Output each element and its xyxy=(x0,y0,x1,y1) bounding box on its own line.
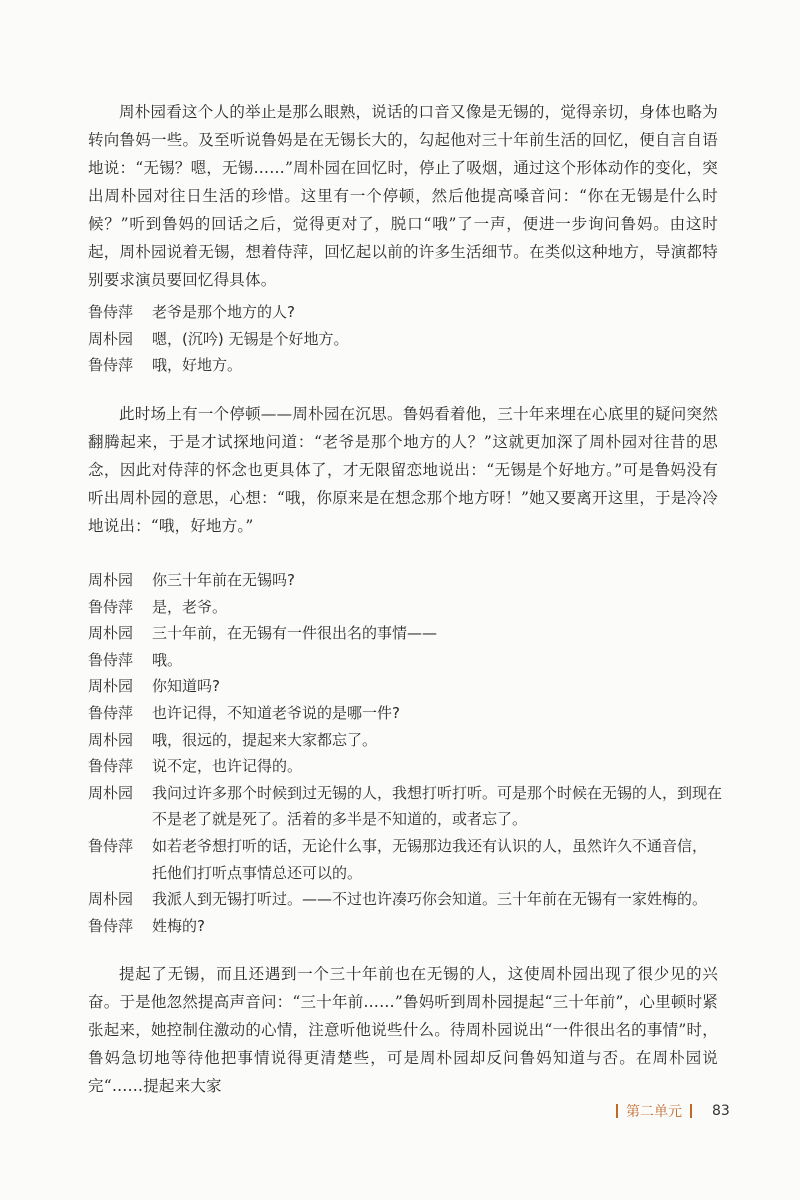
dialogue-line xyxy=(88,833,728,886)
line-text: 是，老爷。 xyxy=(152,597,228,616)
dialogue-block-1 xyxy=(88,299,728,379)
speaker-name: 鲁侍萍 xyxy=(88,836,134,855)
dialogue-line xyxy=(88,352,728,379)
paragraph-commentary-3: 提起了无锡，而且还遇到一个三十年前也在无锡的人，这使周朴园出现了很少见的兴奋。于是他忽然提高声音问：“三十年前……”鲁妈听到周朴园提起“三十年前”，心里顿时紧张起来，她控制住激动的心情，注意听他说些什么。待周朴园说出“一件很出名的事情”时，鲁妈急切地等待他把事情说得更清楚些，可是周朴园却反问鲁妈知道与否。在周朴园说完“……提起来大家 xyxy=(88,965,718,1095)
dialogue-line xyxy=(88,700,728,727)
page-number: 83 xyxy=(712,1103,730,1119)
speaker-name: 周朴园 xyxy=(88,890,134,909)
line-text: 嗯，(沉吟) 无锡是个好地方。 xyxy=(152,329,349,348)
dialogue-line xyxy=(88,594,728,621)
speaker-name: 鲁侍萍 xyxy=(88,597,134,616)
speaker-name: 周朴园 xyxy=(88,730,134,749)
speaker-name: 鲁侍萍 xyxy=(88,916,134,935)
line-text: 三十年前，在无锡有一件很出名的事情—— xyxy=(152,624,438,643)
line-text: 老爷是那个地方的人? xyxy=(152,303,295,321)
speaker-name: 鲁侍萍 xyxy=(88,303,134,321)
divider-bar xyxy=(616,1104,618,1118)
dialogue-line xyxy=(88,753,728,780)
dialogue-line xyxy=(88,780,728,833)
unit-label: 第二单元 xyxy=(626,1104,682,1120)
dialogue-line xyxy=(88,567,728,594)
page-footer xyxy=(608,1101,730,1121)
line-text: 我问过许多那个时候到过无锡的人，我想打听打听。可是那个时候在无锡的人，到现在 不是老了就是死了。活着的多半是不知道的，或者忘了。 xyxy=(152,783,723,829)
speaker-name: 鲁侍萍 xyxy=(88,650,134,669)
dialogue-line xyxy=(88,886,728,913)
line-text: 我派人到无锡打听过。——不过也许凑巧你会知道。三十年前在无锡有一家姓梅的。 xyxy=(152,890,708,909)
line-text: 如若老爷想打听的话，无论什么事，无锡那边我还有认识的人，虽然许久不通音信， 托他们打听点事情总还可以的。 xyxy=(152,836,708,882)
divider-bar xyxy=(690,1104,692,1118)
dialogue-block-2 xyxy=(88,567,728,939)
line-text: 哦，好地方。 xyxy=(152,356,243,375)
speaker-name: 周朴园 xyxy=(88,624,134,643)
line-text: 你三十年前在无锡吗? xyxy=(152,571,295,589)
line-text: 说不定，也许记得的。 xyxy=(152,757,303,776)
speaker-name: 鲁侍萍 xyxy=(88,356,134,375)
speaker-name: 周朴园 xyxy=(88,329,134,348)
line-text: 姓梅的? xyxy=(152,916,205,935)
speaker-name: 鲁侍萍 xyxy=(88,757,134,776)
dialogue-line xyxy=(88,913,728,940)
dialogue-line xyxy=(88,620,728,647)
dialogue-line xyxy=(88,727,728,754)
dialogue-line xyxy=(88,673,728,700)
dialogue-line xyxy=(88,326,728,353)
dialogue-line xyxy=(88,647,728,674)
line-text: 哦。 xyxy=(152,650,183,669)
speaker-name: 周朴园 xyxy=(88,677,134,696)
speaker-name: 鲁侍萍 xyxy=(88,703,134,722)
speaker-name: 周朴园 xyxy=(88,783,134,802)
line-text: 你知道吗? xyxy=(152,677,220,696)
paragraph-commentary-1: 周朴园看这个人的举止是那么眼熟，说话的口音又像是无锡的，觉得亲切，身体也略为转向鲁妈一些。及至听说鲁妈是在无锡长大的，勾起他对三十年前生活的回忆，便自言自语地说：“无锡？嗯，无锡……”周朴园在回忆时，停止了吸烟，通过这个形体动作的变化，突出周朴园对往日生活的珍惜。这里有一个停顿，然后他提高嗓音问：“你在无锡是什么时候？”听到鲁妈的回话之后，觉得更对了，脱口“哦”了一声，便进一步询问鲁妈。由这时起，周朴园说着无锡，想着侍萍，回忆起以前的许多生活细节。在类似这种地方，导演都特别要求演员要回忆得具体。 xyxy=(88,103,718,289)
paragraph-commentary-2: 此时场上有一个停顿——周朴园在沉思。鲁妈看着他，三十年来埋在心底里的疑问突然翻腾起来，于是才试探地问道：“老爷是那个地方的人？”这就更加深了周朴园对往昔的思念，因此对侍萍的怀念也更具体了，才无限留恋地说出：“无锡是个好地方。”可是鲁妈没有听出周朴园的意思，心想：“哦，你原来是在想念那个地方呀！”她又要离开这里，于是冷冷地说出：“哦，好地方。” xyxy=(88,405,718,535)
line-text: 也许记得，不知道老爷说的是哪一件? xyxy=(152,703,400,722)
line-text: 哦，很远的，提起来大家都忘了。 xyxy=(152,730,378,749)
speaker-name: 周朴园 xyxy=(88,571,134,589)
dialogue-line xyxy=(88,299,728,326)
